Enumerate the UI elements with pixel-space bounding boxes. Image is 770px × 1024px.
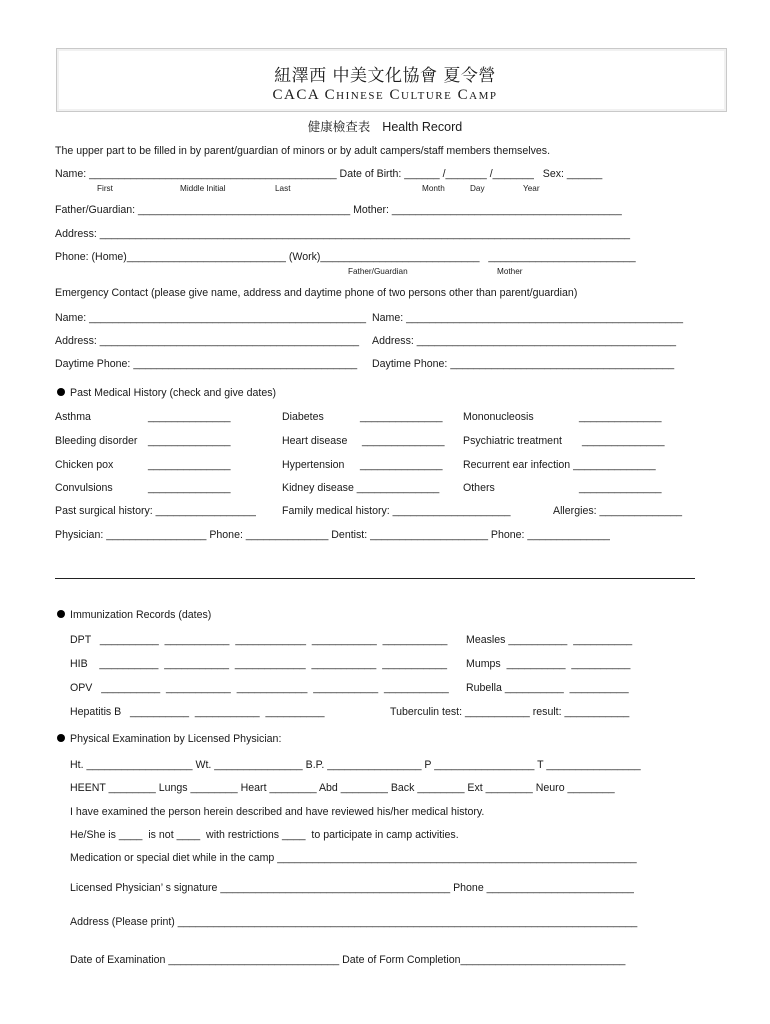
vitals-field[interactable]: Ht. __________________ Wt. _______________ B.P. ________________ P _________________ T ________________	[70, 759, 641, 771]
condition-label: Others	[463, 482, 495, 494]
condition-label: Asthma	[55, 411, 91, 423]
bullet-icon	[57, 388, 65, 396]
emergency-address-2[interactable]: Address: ____________________________________________	[372, 335, 676, 347]
immunization-row-opv[interactable]: OPV __________ ___________ ____________ ___________ ___________	[70, 682, 449, 694]
emergency-phone-1[interactable]: Daytime Phone: ______________________________________	[55, 358, 358, 370]
middle-initial-label: Middle Initial	[180, 184, 226, 193]
condition-label: Diabetes	[282, 411, 324, 423]
emergency-name-1[interactable]: Name: _______________________________________________	[55, 312, 367, 324]
immunization-heading: Immunization Records (dates)	[57, 609, 211, 622]
condition-label: Bleeding disorder	[55, 435, 138, 447]
day-label: Day	[470, 184, 485, 193]
condition-date-field[interactable]: ______________	[360, 459, 443, 471]
form-title-chinese: 健康檢查表	[307, 120, 371, 134]
condition-label: Psychiatric treatment	[463, 435, 562, 447]
intro-text: The upper part to be filled in by parent/guardian of minors or by adult campers/staff members themselves.	[55, 145, 551, 157]
condition-with-date-field[interactable]: Kidney disease ______________	[282, 482, 440, 494]
form-title	[0, 117, 770, 135]
immunization-row-rubella[interactable]: Rubella __________ __________	[466, 682, 629, 694]
organization-name-chinese: 紐澤西 中美文化協會 夏令營	[274, 66, 496, 86]
participation-field[interactable]: He/She is ____ is not ____ with restrictions ____ to participate in camp activities.	[70, 829, 459, 841]
bullet-icon	[57, 734, 65, 742]
phone-field[interactable]: Phone: (Home)___________________________ (Work)___________________________ _________________________	[55, 251, 636, 263]
hepatitis-b-field[interactable]: Hepatitis B __________ ___________ __________	[70, 706, 325, 718]
examination-dates-field[interactable]: Date of Examination _____________________________ Date of Form Completion____________________________	[70, 954, 626, 966]
condition-date-field[interactable]: ______________	[579, 482, 662, 494]
condition-label: Hypertension	[282, 459, 345, 471]
physician-address-field[interactable]: Address (Please print) ______________________________________________________________________________	[70, 916, 638, 928]
camp-name-english: CACA Chinese Culture Camp	[272, 87, 498, 103]
last-label: Last	[275, 184, 291, 193]
year-label: Year	[523, 184, 540, 193]
condition-date-field[interactable]: ______________	[148, 482, 231, 494]
address-field[interactable]: Address: __________________________________________________________________________________________	[55, 228, 631, 240]
physician-statement: I have examined the person herein described and have reviewed his/her medical history.	[70, 806, 485, 818]
father-guardian-label: Father/Guardian	[348, 267, 408, 276]
month-label: Month	[422, 184, 445, 193]
physician-signature-field[interactable]: Licensed Physician’ s signature _______________________________________ Phone _________________________	[70, 882, 634, 894]
medication-diet-field[interactable]: Medication or special diet while in the camp _____________________________________________________________	[70, 852, 637, 864]
condition-label: Chicken pox	[55, 459, 114, 471]
immunization-row-measles[interactable]: Measles __________ __________	[466, 634, 633, 646]
condition-date-field[interactable]: ______________	[360, 411, 443, 423]
condition-date-field[interactable]: ______________	[579, 411, 662, 423]
emergency-contact-heading: Emergency Contact (please give name, address and daytime phone of two persons other than parent/guardian)	[55, 287, 578, 299]
immunization-row-hib[interactable]: HIB __________ ___________ ____________ ___________ ___________	[70, 658, 448, 670]
physical-exam-heading: Physical Examination by Licensed Physician:	[57, 733, 281, 746]
systems-exam-field[interactable]: HEENT ________ Lungs ________ Heart ________ Abd ________ Back ________ Ext ________ Neuro ________	[70, 782, 615, 794]
medical-history-heading: Past Medical History (check and give dates)	[57, 387, 276, 400]
bullet-icon	[57, 610, 65, 618]
emergency-address-1[interactable]: Address: ____________________________________________	[55, 335, 359, 347]
condition-label: Convulsions	[55, 482, 113, 494]
emergency-name-2[interactable]: Name: _______________________________________________	[372, 312, 684, 324]
name-dob-sex-field[interactable]: Name: __________________________________________ Date of Birth: ______ /_______ /_______ Sex: ______	[55, 168, 603, 180]
section-divider	[55, 578, 695, 579]
mother-label: Mother	[497, 267, 523, 276]
immunization-row-mumps[interactable]: Mumps __________ __________	[466, 658, 631, 670]
father-mother-field[interactable]: Father/Guardian: ____________________________________ Mother: _______________________________________	[55, 204, 622, 216]
allergies-field[interactable]: Allergies: ______________	[553, 505, 682, 517]
condition-date-field[interactable]: ______________	[362, 435, 445, 447]
condition-date-field[interactable]: ______________	[148, 411, 231, 423]
emergency-phone-2[interactable]: Daytime Phone: ______________________________________	[372, 358, 675, 370]
family-history-field[interactable]: Family medical history: ____________________	[282, 505, 511, 517]
surgical-history-field[interactable]: Past surgical history: _________________	[55, 505, 256, 517]
condition-date-field[interactable]: ______________	[148, 435, 231, 447]
immunization-row-dpt[interactable]: DPT __________ ___________ ____________ ___________ ___________	[70, 634, 448, 646]
physician-dentist-field[interactable]: Physician: _________________ Phone: ______________ Dentist: ____________________ Phone: ______________	[55, 529, 610, 541]
tuberculin-test-field[interactable]: Tuberculin test: ___________ result: ___________	[390, 706, 630, 718]
first-label: First	[97, 184, 113, 193]
condition-date-field[interactable]: ______________	[582, 435, 665, 447]
condition-with-date-field[interactable]: Recurrent ear infection ______________	[463, 459, 656, 471]
form-title-english: Health Record	[382, 120, 463, 134]
condition-label: Heart disease	[282, 435, 348, 447]
condition-date-field[interactable]: ______________	[148, 459, 231, 471]
condition-label: Mononucleosis	[463, 411, 534, 423]
